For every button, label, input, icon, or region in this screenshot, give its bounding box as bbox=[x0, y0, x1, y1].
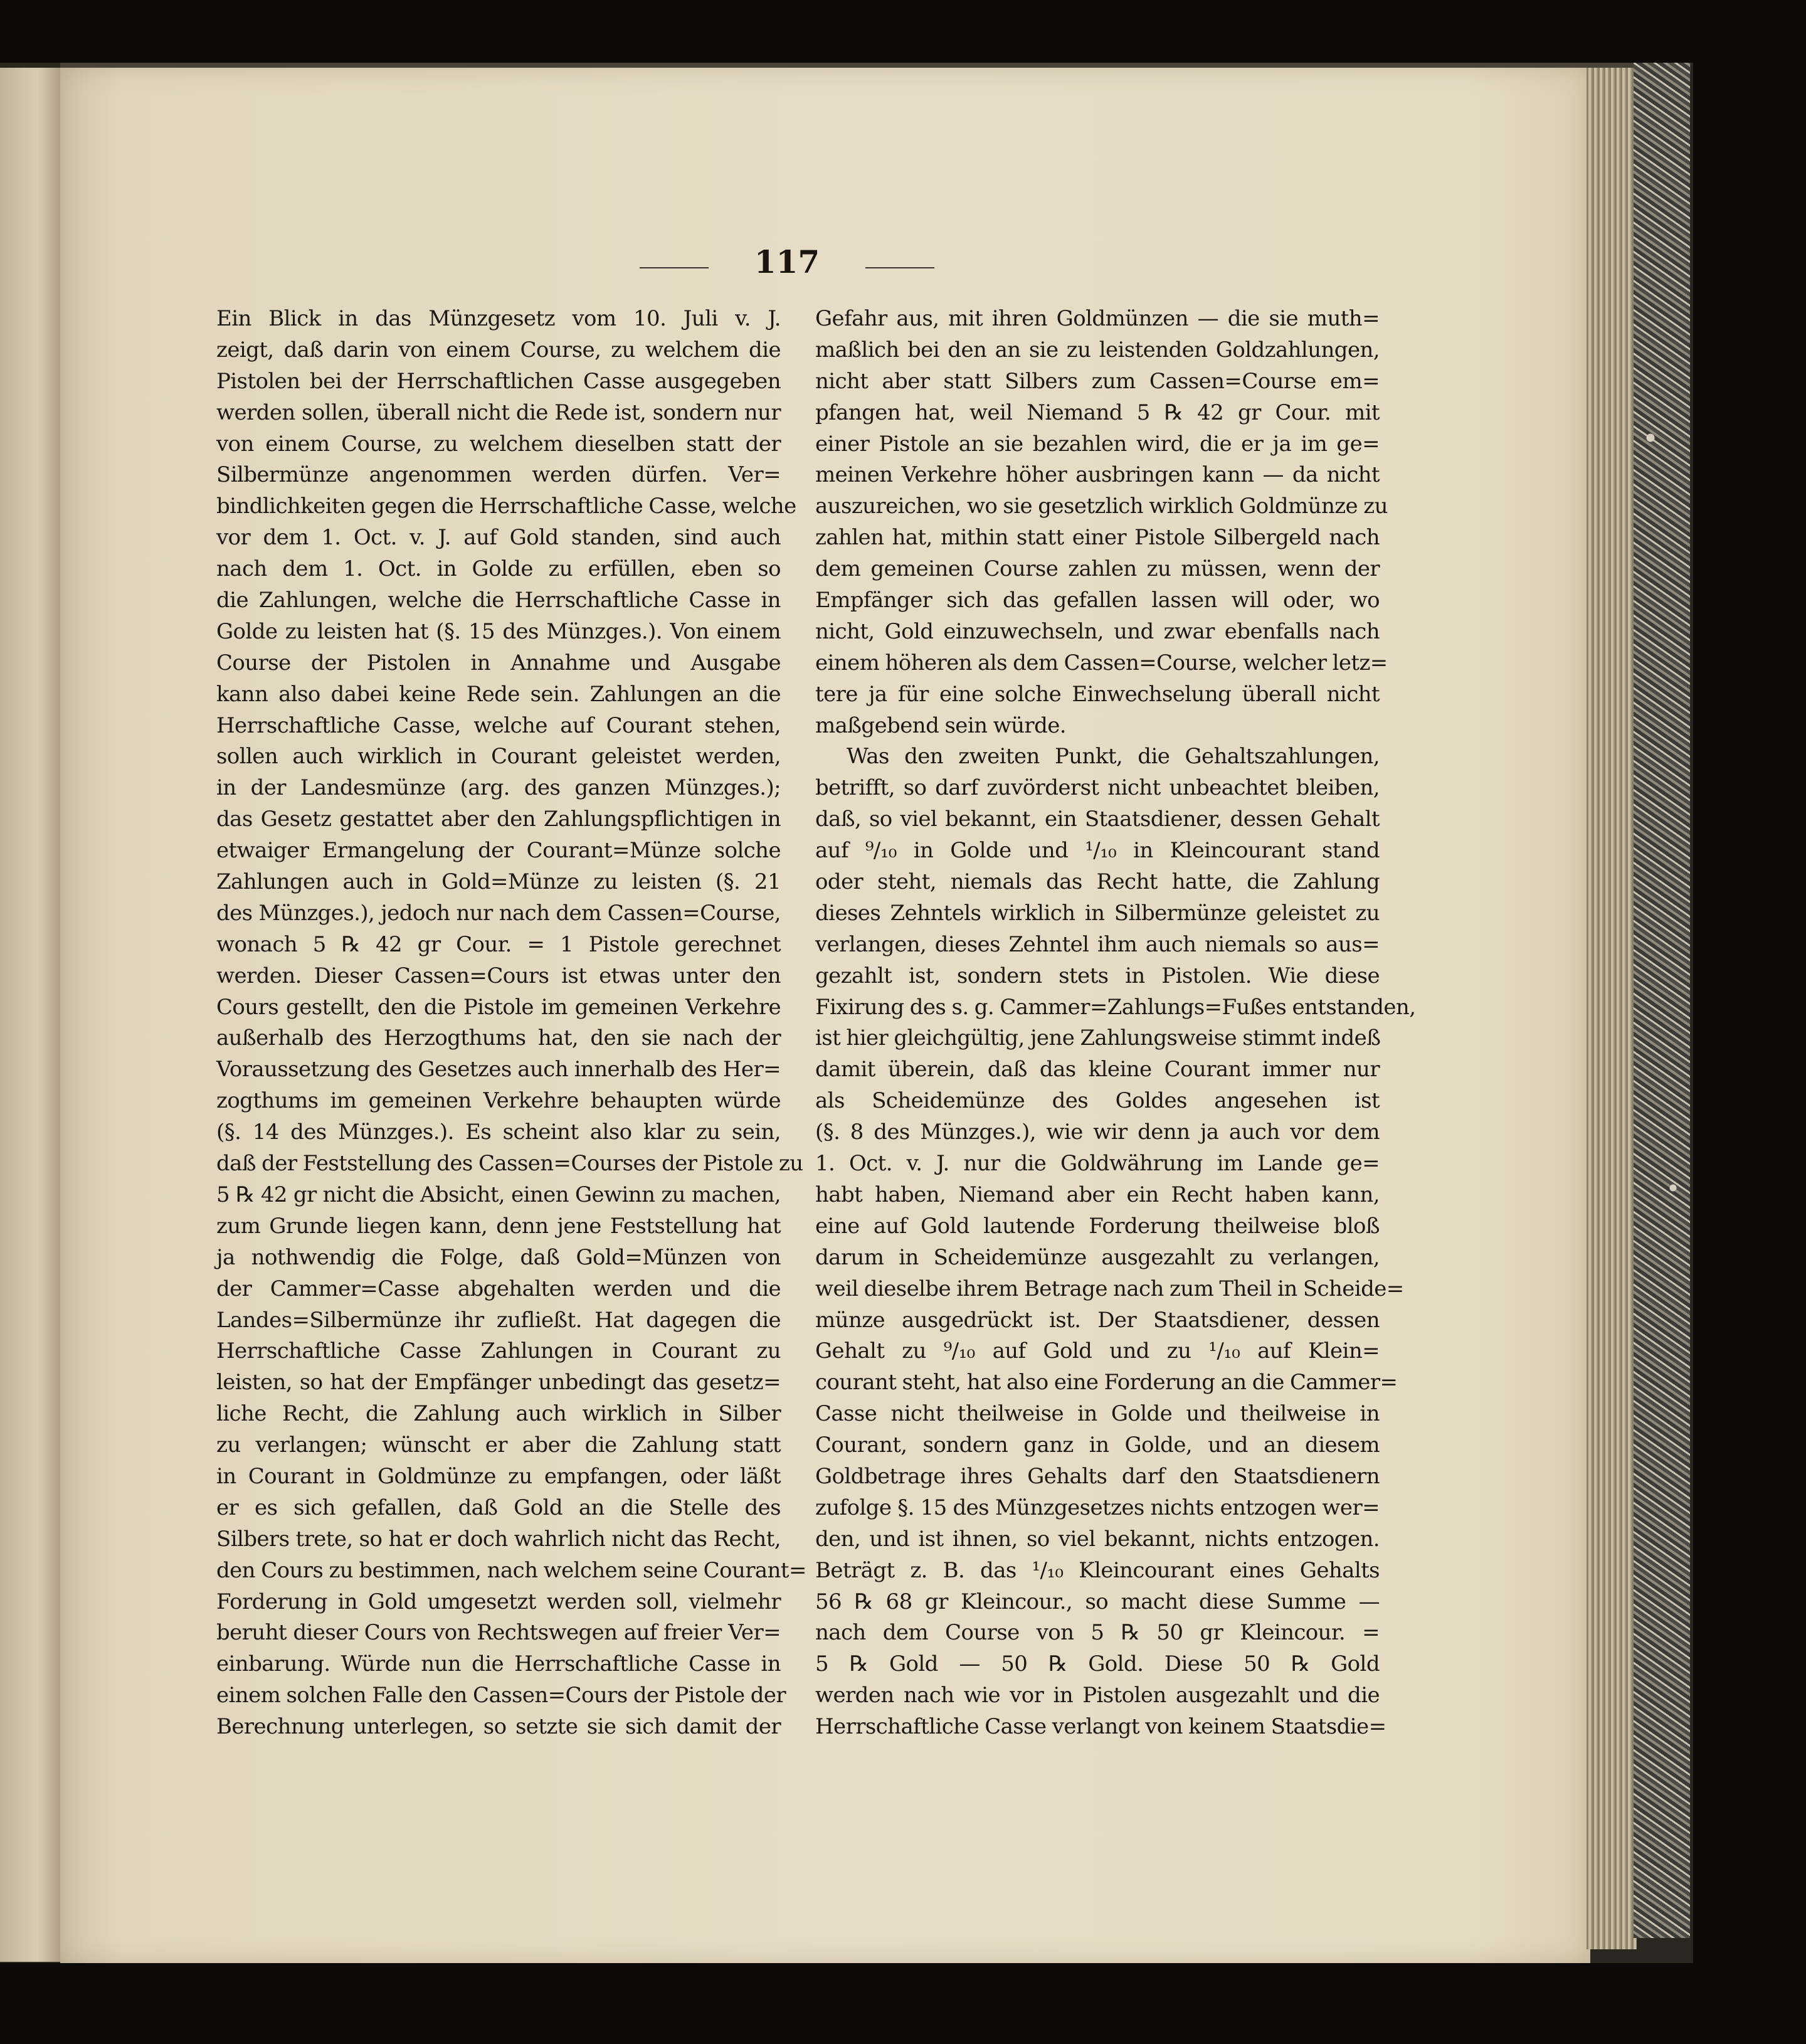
text-line: weil dieselbe ihrem Betrage nach zum Theil in Scheide= bbox=[815, 1276, 1404, 1301]
text-line: zufolge §. 15 des Münzgesetzes nichts entzogen wer= bbox=[815, 1495, 1380, 1520]
text-line: Forderung in Gold umgesetzt werden soll, vielmehr bbox=[216, 1589, 781, 1614]
text-line: Course der Pistolen in Annahme und Ausgabe bbox=[216, 650, 781, 675]
left-text-column bbox=[216, 304, 806, 1743]
text-line: Beträgt z. B. das ¹/₁₀ Kleincourant eines Gehalts bbox=[815, 1557, 1380, 1583]
text-line: oder steht, niemals das Recht hatte, die Zahlung bbox=[815, 869, 1380, 895]
text-line: kann also dabei keine Rede sein. Zahlungen an die bbox=[216, 681, 781, 707]
page-number: 117 bbox=[754, 243, 820, 280]
text-line: werden nach wie vor in Pistolen ausgezahlt und die bbox=[815, 1683, 1380, 1708]
text-line: den Cours zu bestimmen, nach welchem seine Courant= bbox=[216, 1557, 806, 1583]
text-line: auszureichen, wo sie gesetzlich wirklich Goldmünze zu bbox=[815, 494, 1388, 519]
text-line: auf ⁹/₁₀ in Golde und ¹/₁₀ in Kleincourant stand bbox=[815, 838, 1380, 864]
text-line: Empfänger sich das gefallen lassen will oder, wo bbox=[815, 588, 1380, 613]
page-block-edge bbox=[1587, 68, 1637, 1949]
text-line: zogthums im gemeinen Verkehre behaupten würde bbox=[216, 1088, 781, 1114]
text-line: des Münzges.), jedoch nur nach dem Cassen=Course, bbox=[216, 900, 781, 926]
right-text-column bbox=[815, 304, 1416, 1743]
text-line: leisten, so hat der Empfänger unbedingt das gesetz= bbox=[216, 1370, 781, 1395]
text-line: außerhalb des Herzogthums hat, den sie nach der bbox=[216, 1025, 781, 1051]
text-line: Cours gestellt, den die Pistole im gemeinen Verkehre bbox=[216, 994, 781, 1020]
text-line: habt haben, Niemand aber ein Recht haben kann, bbox=[815, 1182, 1380, 1207]
text-line: 5 ℞ 42 gr nicht die Absicht, einen Gewinn zu machen, bbox=[216, 1182, 781, 1207]
text-line: zeigt, daß darin von einem Course, zu welchem die bbox=[216, 337, 781, 363]
text-line: beruht dieser Cours von Rechtswegen auf freier Ver= bbox=[216, 1620, 781, 1646]
text-line: Voraussetzung des Gesetzes auch innerhalb des Her= bbox=[216, 1057, 781, 1083]
text-line: der Cammer=Casse abgehalten werden und die bbox=[216, 1276, 781, 1301]
text-line: verlangen, dieses Zehntel ihm auch niemals so aus= bbox=[815, 931, 1380, 957]
text-line: nach dem 1. Oct. in Golde zu erfüllen, eben so bbox=[216, 556, 781, 582]
text-line: ja nothwendig die Folge, daß Gold=Münzen von bbox=[216, 1244, 781, 1270]
text-line: liche Recht, die Zahlung auch wirklich in Silber bbox=[216, 1401, 781, 1427]
text-line: bindlichkeiten gegen die Herrschaftliche Casse, welche bbox=[216, 494, 796, 519]
text-line: nach dem Course von 5 ℞ 50 gr Kleincour. = bbox=[815, 1620, 1380, 1646]
text-line: dieses Zehntels wirklich in Silbermünze geleistet zu bbox=[815, 900, 1380, 926]
text-line: Gefahr aus, mit ihren Goldmünzen — die sie muth= bbox=[815, 306, 1380, 331]
text-line: daß der Feststellung des Cassen=Courses der Pistole zu bbox=[216, 1151, 803, 1177]
text-line: sollen auch wirklich in Courant geleistet werden, bbox=[216, 744, 781, 770]
text-line: Silbermünze angenommen werden dürfen. Ver= bbox=[216, 462, 781, 488]
text-line: damit überein, daß das kleine Courant immer nur bbox=[815, 1057, 1380, 1083]
text-line: 1. Oct. v. J. nur die Goldwährung im Lande ge= bbox=[815, 1151, 1380, 1177]
text-line: zahlen hat, mithin statt einer Pistole Silbergeld nach bbox=[815, 525, 1380, 551]
header-rule-right bbox=[865, 267, 934, 268]
text-line: Landes=Silbermünze ihr zufließt. Hat dagegen die bbox=[216, 1307, 781, 1333]
text-line: maßlich bei den an sie zu leistenden Goldzahlungen, bbox=[815, 337, 1380, 363]
text-line: von einem Course, zu welchem dieselben statt der bbox=[216, 431, 781, 457]
text-line: Goldbetrage ihres Gehalts darf den Staatsdienern bbox=[815, 1463, 1380, 1489]
text-line: ist hier gleichgültig, jene Zahlungsweise stimmt indeß bbox=[815, 1025, 1381, 1051]
text-line: meinen Verkehre höher ausbringen kann — da nicht bbox=[815, 462, 1380, 488]
text-line: eine auf Gold lautende Forderung theilweise bloß bbox=[815, 1213, 1380, 1239]
text-line: (§. 8 des Münzges.), wie wir denn ja auch vor dem bbox=[815, 1120, 1380, 1145]
text-line: (§. 14 des Münzges.). Es scheint also klar zu sein, bbox=[216, 1120, 781, 1145]
text-line: Gehalt zu ⁹/₁₀ auf Gold und zu ¹/₁₀ auf Klein= bbox=[815, 1338, 1380, 1364]
text-line: Herrschaftliche Casse, welche auf Courant stehen, bbox=[216, 712, 781, 738]
text-line: Herrschaftliche Casse verlangt von keinem Staatsdie= bbox=[815, 1714, 1386, 1740]
text-line: Zahlungen auch in Gold=Münze zu leisten (§. 21 bbox=[216, 869, 781, 895]
text-line: Golde zu leisten hat (§. 15 des Münzges.). Von einem bbox=[216, 618, 781, 644]
text-line: gezahlt ist, sondern stets in Pistolen. Wie diese bbox=[815, 963, 1380, 988]
text-line: Silbers trete, so hat er doch wahrlich nicht das Recht, bbox=[216, 1526, 781, 1552]
text-line: zum Grunde liegen kann, denn jene Feststellung hat bbox=[216, 1213, 781, 1239]
text-line: in Courant in Goldmünze zu empfangen, oder läßt bbox=[216, 1463, 781, 1489]
marbled-cover-board bbox=[1634, 63, 1690, 1938]
text-line: tere ja für eine solche Einwechselung überall nicht bbox=[815, 681, 1380, 707]
text-line: er es sich gefallen, daß Gold an die Stelle des bbox=[216, 1495, 781, 1520]
text-line: Courant, sondern ganz in Golde, und an diesem bbox=[815, 1432, 1380, 1458]
facing-page-edge bbox=[0, 68, 63, 1962]
text-line: vor dem 1. Oct. v. J. auf Gold standen, sind auch bbox=[216, 525, 781, 551]
text-line: Ein Blick in das Münzgesetz vom 10. Juli v. J. bbox=[216, 306, 781, 331]
text-line: als Scheidemünze des Goldes angesehen ist bbox=[815, 1088, 1380, 1114]
text-line: nicht aber statt Silbers zum Cassen=Course em= bbox=[815, 368, 1380, 394]
text-line: einbarung. Würde nun die Herrschaftliche Casse in bbox=[216, 1651, 781, 1677]
text-line: nicht, Gold einzuwechseln, und zwar ebenfalls nach bbox=[815, 618, 1380, 644]
text-line: einem solchen Falle den Cassen=Cours der Pistole der bbox=[216, 1683, 786, 1708]
text-line: daß, so viel bekannt, ein Staatsdiener, dessen Gehalt bbox=[815, 807, 1380, 832]
text-line: 5 ℞ Gold — 50 ℞ Gold. Diese 50 ℞ Gold bbox=[815, 1651, 1380, 1677]
text-line: Berechnung unterlegen, so setzte sie sich damit der bbox=[216, 1714, 781, 1740]
text-line: pfangen hat, weil Niemand 5 ℞ 42 gr Cour. mit bbox=[815, 400, 1380, 425]
text-line: etwaiger Ermangelung der Courant=Münze solche bbox=[216, 838, 781, 864]
text-line: in der Landesmünze (arg. des ganzen Münzges.); bbox=[216, 775, 781, 801]
text-line: Was den zweiten Punkt, die Gehaltszahlungen, bbox=[847, 744, 1380, 770]
text-line: den, und ist ihnen, so viel bekannt, nichts entzogen. bbox=[815, 1526, 1380, 1552]
text-line: 56 ℞ 68 gr Kleincour., so macht diese Summe — bbox=[815, 1589, 1380, 1614]
text-line: darum in Scheidemünze ausgezahlt zu verlangen, bbox=[815, 1244, 1380, 1270]
text-line: Fixirung des s. g. Cammer=Zahlungs=Fußes entstanden, bbox=[815, 994, 1416, 1020]
text-line: werden sollen, überall nicht die Rede ist, sondern nur bbox=[216, 400, 781, 425]
text-line: wonach 5 ℞ 42 gr Cour. = 1 Pistole gerechnet bbox=[216, 931, 781, 957]
text-line: werden. Dieser Cassen=Cours ist etwas unter den bbox=[216, 963, 781, 988]
text-line: einem höheren als dem Cassen=Course, welcher letz= bbox=[815, 650, 1388, 675]
text-line: Casse nicht theilweise in Golde und theilweise in bbox=[815, 1401, 1380, 1427]
text-line: courant steht, hat also eine Forderung an die Cammer= bbox=[815, 1370, 1398, 1395]
text-line: maßgebend sein würde. bbox=[815, 712, 1066, 738]
text-line: Herrschaftliche Casse Zahlungen in Courant zu bbox=[216, 1338, 781, 1364]
text-line: dem gemeinen Course zahlen zu müssen, wenn der bbox=[815, 556, 1380, 582]
text-line: einer Pistole an sie bezahlen wird, die er ja im ge= bbox=[815, 431, 1380, 457]
text-line: das Gesetz gestattet aber den Zahlungspflichtigen in bbox=[216, 807, 781, 832]
page-header bbox=[640, 243, 934, 281]
text-line: zu verlangen; wünscht er aber die Zahlung statt bbox=[216, 1432, 781, 1458]
text-line: die Zahlungen, welche die Herrschaftliche Casse in bbox=[216, 588, 781, 613]
text-line: Pistolen bei der Herrschaftlichen Casse ausgegeben bbox=[216, 368, 781, 394]
text-line: betrifft, so darf zuvörderst nicht unbeachtet bleiben, bbox=[815, 775, 1380, 801]
text-line: münze ausgedrückt ist. Der Staatsdiener, dessen bbox=[815, 1307, 1380, 1333]
